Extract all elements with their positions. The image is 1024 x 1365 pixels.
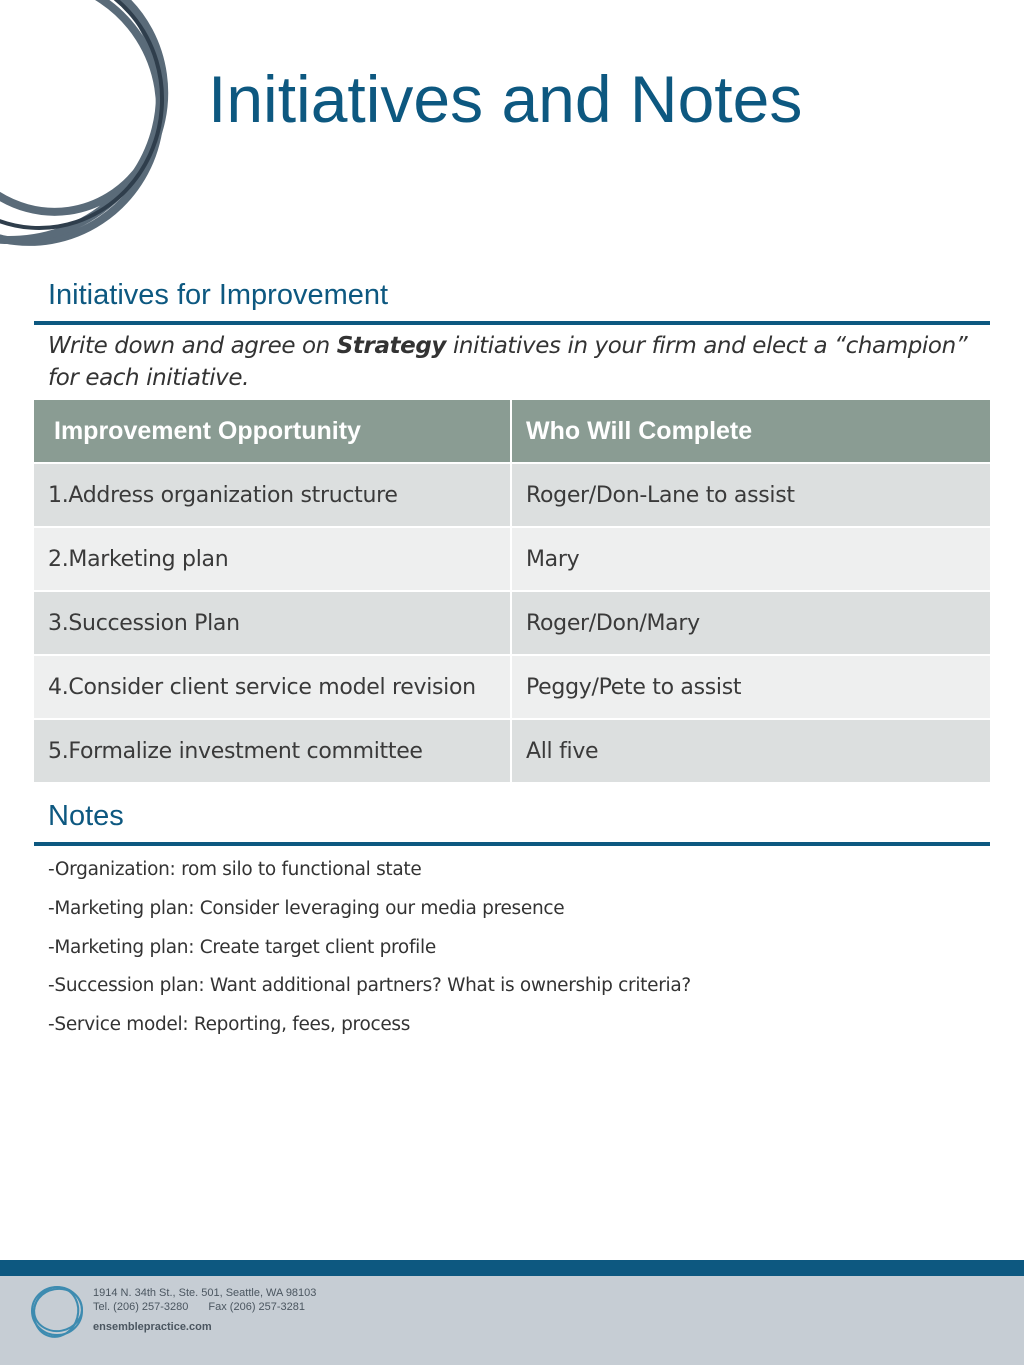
decorative-rings-logo <box>0 0 200 260</box>
note-item: -Marketing plan: Create target client profile <box>48 936 436 958</box>
opportunity-cell: 4.Consider client service model revision <box>34 655 511 719</box>
notes-heading: Notes <box>48 800 124 832</box>
table-row <box>34 527 990 591</box>
footer-website-link[interactable]: ensemblepractice.com <box>93 1321 212 1333</box>
footer-accent-bar <box>0 1260 1024 1276</box>
note-item: -Marketing plan: Consider leveraging our media presence <box>48 897 565 919</box>
table-row <box>34 655 990 719</box>
table-row <box>34 719 990 782</box>
table-row <box>34 463 990 527</box>
initiatives-table <box>34 400 990 782</box>
notes-divider <box>34 842 990 846</box>
intro-text-start: Write down and agree on <box>48 333 337 359</box>
table-header-row <box>34 400 990 463</box>
note-item: -Organization: rom silo to functional state <box>48 859 422 880</box>
column-header-opportunity: Improvement Opportunity <box>34 400 511 463</box>
opportunity-cell: 1.Address organization structure <box>34 463 511 527</box>
opportunity-cell: 2.Marketing plan <box>34 527 511 591</box>
notes-list <box>48 856 691 1050</box>
footer <box>0 1276 1024 1365</box>
owner-cell: All five <box>511 719 990 782</box>
note-item: -Succession plan: Want additional partners? What is ownership criteria? <box>48 975 691 997</box>
footer-rings-logo <box>28 1282 86 1340</box>
opportunity-cell: 5.Formalize investment committee <box>34 719 511 782</box>
owner-cell: Mary <box>511 527 990 591</box>
note-item: -Service model: Reporting, fees, process <box>48 1014 411 1036</box>
footer-address: 1914 N. 34th St., Ste. 501, Seattle, WA 98103 <box>93 1287 317 1299</box>
footer-fax: Fax (206) 257-3281 <box>208 1301 306 1313</box>
owner-cell: Roger/Don/Mary <box>511 591 990 655</box>
initiatives-intro <box>48 330 978 394</box>
column-header-owner: Who Will Complete <box>511 400 990 463</box>
intro-text-end: initiatives in your firm and elect a “champion” for each initiative. <box>48 333 968 391</box>
owner-cell: Roger/Don-Lane to assist <box>511 463 990 527</box>
footer-phone: Tel. (206) 257-3280 <box>93 1301 189 1313</box>
table-row <box>34 591 990 655</box>
opportunity-cell: 3.Succession Plan <box>34 591 511 655</box>
page-title: Initiatives and Notes <box>208 62 803 136</box>
intro-emphasis: Strategy <box>336 333 447 359</box>
initiatives-heading: Initiatives for Improvement <box>48 279 389 311</box>
initiatives-divider <box>34 321 990 325</box>
owner-cell: Peggy/Pete to assist <box>511 655 990 719</box>
footer-contact <box>93 1286 316 1334</box>
